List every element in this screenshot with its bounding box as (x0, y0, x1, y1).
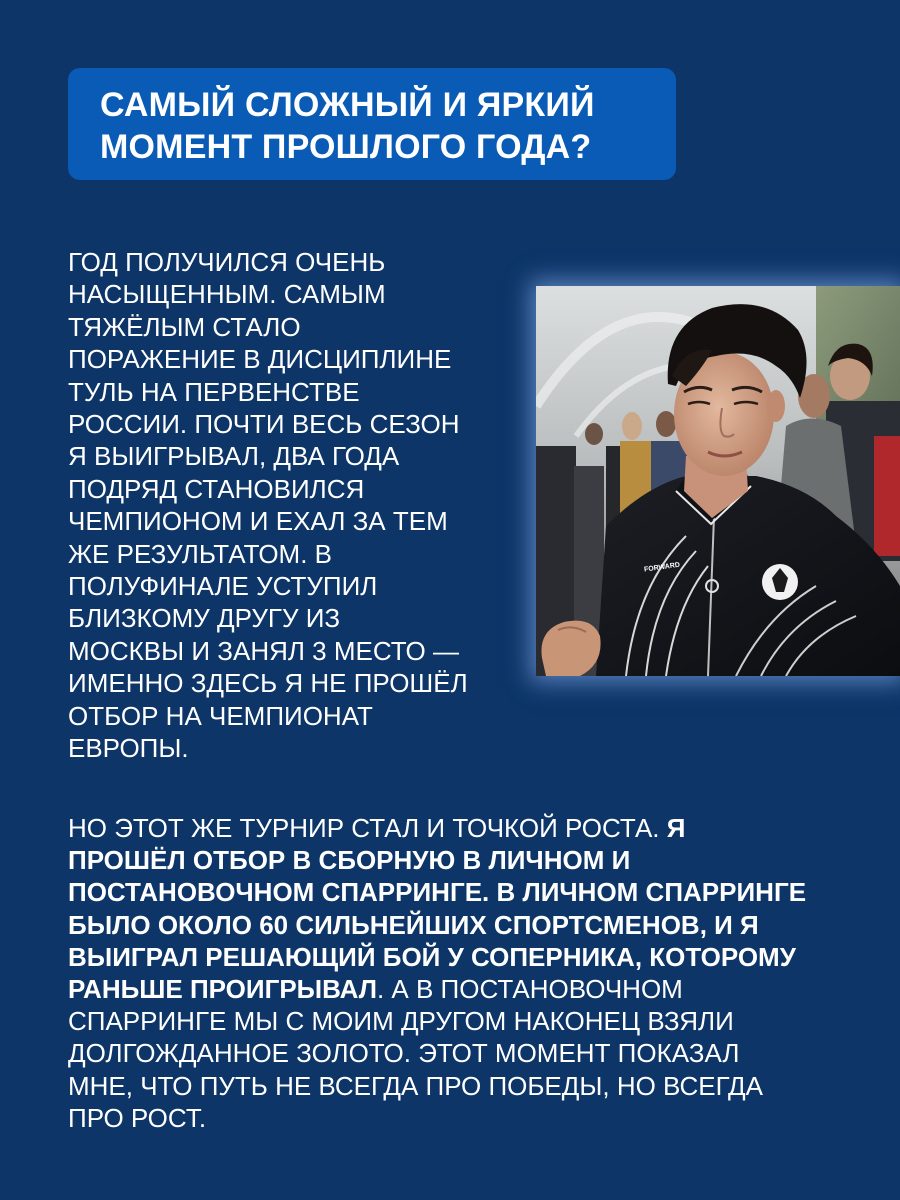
paragraph-1-line: Я ВЫИГРЫВАЛ, ДВА ГОДА (68, 441, 400, 472)
paragraph-1-line: ГОД ПОЛУЧИЛСЯ ОЧЕНЬ (68, 247, 386, 277)
paragraph-1-line: ЕВРОПЫ. (68, 733, 189, 764)
paragraph-1-line: БЛИЗКОМУ ДРУГУ ИЗ (68, 603, 341, 634)
paragraph-1-line: МОСКВЫ И ЗАНЯЛ 3 МЕСТО — (68, 635, 459, 666)
paragraph-1-line: ПОЛУФИНАЛЕ УСТУПИЛ (68, 571, 378, 602)
paragraph-1-line: ОТБОР НА ЧЕМПИОНАТ (68, 700, 373, 731)
paragraph-2-line: БЫЛО ОКОЛО 60 СИЛЬНЕЙШИХ СПОРТСМЕНОВ, И Я (68, 909, 759, 940)
paragraph-2-regular-text: . А В ПОСТАНОВОЧНОМ (376, 974, 683, 1005)
paragraph-2 (68, 812, 878, 1134)
paragraph-2-line: ПРОШЁЛ ОТБОР В СБОРНУЮ В ЛИЧНОМ И (68, 845, 631, 876)
paragraph-1 (68, 246, 508, 765)
jacket-logo-text: FORWARD (643, 561, 681, 574)
title-box (68, 68, 676, 180)
athlete-photo (536, 286, 900, 676)
paragraph-2-line: ДОЛГОЖДАННОЕ ЗОЛОТО. ЭТОТ МОМЕНТ ПОКАЗАЛ (68, 1038, 740, 1069)
paragraph-2-line (68, 812, 878, 844)
ear (767, 390, 785, 422)
paragraph-2-bold-text: РАНЬШЕ ПРОИГРЫВАЛ (68, 974, 377, 1005)
crowd-head (622, 412, 642, 440)
paragraph-1-line: ПОРАЖЕНИЕ В ДИСЦИПЛИНЕ (68, 344, 452, 375)
paragraph-1-line: ИМЕННО ЗДЕСЬ Я НЕ ПРОШЁЛ (68, 668, 468, 699)
paragraph-2-bold-text: Я (666, 813, 686, 843)
paragraph-2-line: МНЕ, ЧТО ПУТЬ НЕ ВСЕГДА ПРО ПОБЕДЫ, НО ВСЕГДА (68, 1070, 763, 1101)
crowd-head (585, 423, 603, 445)
paragraph-2-line (68, 973, 878, 1005)
paragraph-1-line: ЖЕ РЕЗУЛЬТАТОМ. В (68, 538, 332, 569)
paragraph-1-line: ТУЛЬ НА ПЕРВЕНСТВЕ (68, 376, 360, 407)
paragraph-2-line: ПОСТАНОВОЧНОМ СПАРРИНГЕ. В ЛИЧНОМ СПАРРИНГЕ (68, 877, 807, 908)
paragraph-1-line: ТЯЖЁЛЫМ СТАЛО (68, 311, 301, 342)
paragraph-1-line: НАСЫЩЕННЫМ. САМЫМ (68, 279, 386, 310)
paragraph-2-regular-text: НО ЭТОТ ЖЕ ТУРНИР СТАЛ И ТОЧКОЙ РОСТА. (68, 813, 660, 843)
title-line-2: МОМЕНТ ПРОШЛОГО ГОДА? (100, 128, 592, 166)
paragraph-2-line: СПАРРИНГЕ МЫ С МОИМ ДРУГОМ НАКОНЕЦ ВЗЯЛИ (68, 1006, 734, 1037)
paragraph-1-line: ЧЕМПИОНОМ И ЕХАЛ ЗА ТЕМ (68, 506, 448, 537)
crowd-head (656, 411, 676, 437)
paragraph-2-line: ПРО РОСТ. (68, 1102, 207, 1133)
paragraph-1-line: РОССИИ. ПОЧТИ ВЕСЬ СЕЗОН (68, 409, 460, 440)
paragraph-2-line: ВЫИГРАЛ РЕШАЮЩИЙ БОЙ У СОПЕРНИКА, КОТОРОМУ (68, 941, 796, 972)
title-line-1: САМЫЙ СЛОЖНЫЙ И ЯРКИЙ (100, 86, 595, 124)
paragraph-1-line: ПОДРЯД СТАНОВИЛСЯ (68, 473, 365, 504)
crowd-jacket-red (874, 436, 900, 556)
